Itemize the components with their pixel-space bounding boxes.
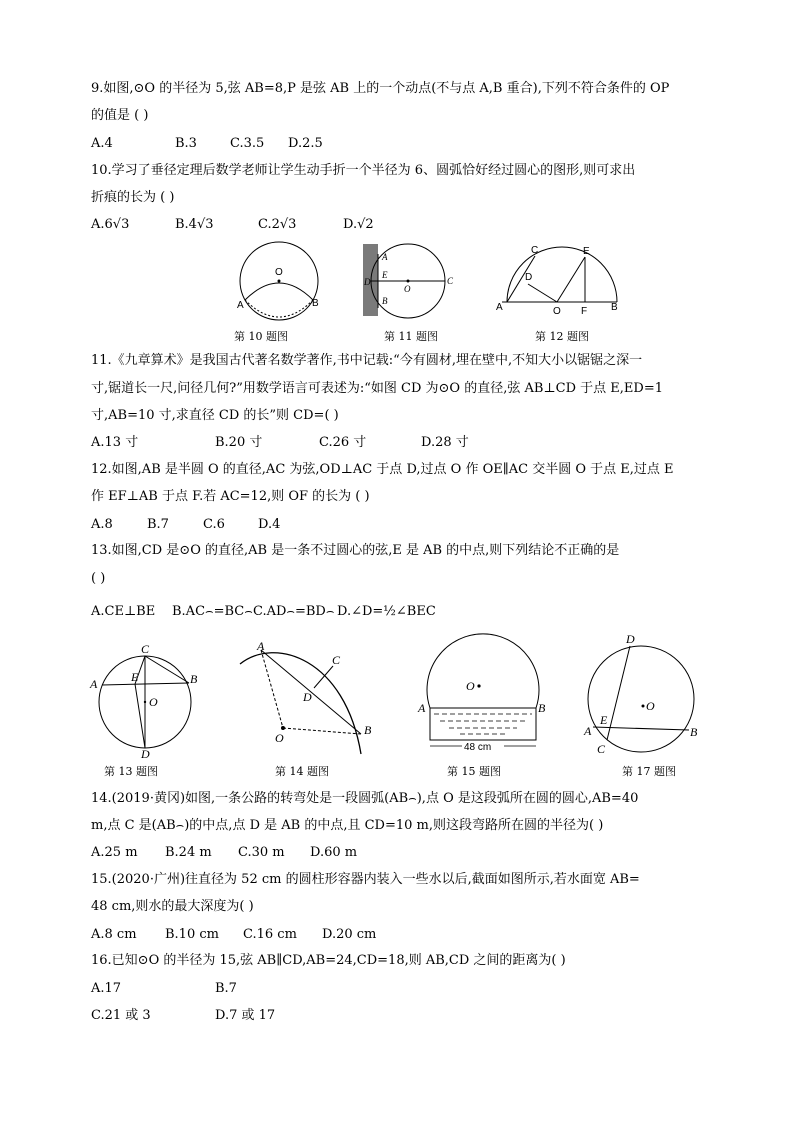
fig11-label-c: C bbox=[447, 276, 454, 286]
q11-stem-line1: 11.《九章算术》是我国古代著名数学著作,书中记载:“今有圆材,埋在壁中,不知大小以锯锯之深一 bbox=[91, 353, 643, 368]
q15-stem-line2: 48 cm,则水的最大深度为( ) bbox=[91, 899, 254, 914]
q15-option-b: B.10 cm bbox=[165, 927, 219, 942]
caption-fig10: 第 10 题图 bbox=[234, 330, 288, 343]
q13-option-d: D.∠D=½∠BEC bbox=[337, 604, 436, 619]
fig12-label-e: E bbox=[583, 246, 590, 257]
q12-stem-line2: 作 EF⊥AB 于点 F.若 AC=12,则 OF 的长为 ( ) bbox=[91, 489, 370, 504]
q12-option-b: B.7 bbox=[147, 517, 169, 532]
q13-stem-line2: ( ) bbox=[91, 571, 106, 586]
q14-stem-line1: 14.(2019·黄冈)如图,一条公路的转弯处是一段圆弧(AB⌢),点 O 是这段弧所在圆的圆心,AB=40 bbox=[91, 791, 639, 806]
figure-13 bbox=[88, 643, 200, 761]
q14-option-d: D.60 m bbox=[310, 845, 358, 860]
fig17-label-a: A bbox=[584, 724, 592, 738]
fig10-label-a: A bbox=[237, 300, 244, 311]
caption-fig15: 第 15 题图 bbox=[447, 765, 501, 778]
q16-stem-line1: 16.已知⊙O 的半径为 15,弦 AB∥CD,AB=24,CD=18,则 AB,CD 之间的距离为( ) bbox=[91, 953, 566, 968]
q15-stem-line1: 15.(2020·广州)往直径为 52 cm 的圆柱形容器内装入一些水以后,截面如图所示,若水面宽 AB= bbox=[91, 872, 640, 887]
figure-11 bbox=[355, 238, 465, 322]
fig15-label-b: B bbox=[538, 701, 546, 715]
q14-option-c: C.30 m bbox=[238, 845, 285, 860]
q10-option-c: C.2√3 bbox=[258, 217, 297, 232]
q13-option-b: B.AC⌢=BC⌢ bbox=[172, 604, 253, 619]
fig14-label-o: O bbox=[275, 731, 284, 745]
q16-option-a: A.17 bbox=[91, 981, 122, 996]
figure-14 bbox=[235, 638, 385, 758]
fig14-label-d: D bbox=[303, 690, 312, 704]
fig13-label-e: E bbox=[131, 670, 139, 684]
q15-option-c: C.16 cm bbox=[243, 927, 297, 942]
fig11-label-b: B bbox=[382, 296, 388, 306]
q12-stem-line1: 12.如图,AB 是半圆 O 的直径,AC 为弦,OD⊥AC 于点 D,过点 O 作 OE∥AC 交半圆 O 于点 E,过点 E bbox=[91, 462, 674, 477]
fig15-label-o: O bbox=[466, 679, 475, 693]
fig12-label-d: D bbox=[525, 272, 533, 283]
q11-option-b: B.20 寸 bbox=[215, 435, 263, 450]
q9-stem-line1: 9.如图,⊙O 的半径为 5,弦 AB=8,P 是弦 AB 上的一个动点(不与点 A,B 重合),下列不符合条件的 OP bbox=[91, 81, 670, 96]
fig14-label-c: C bbox=[332, 653, 341, 667]
fig13-label-c: C bbox=[141, 642, 150, 656]
q9-stem-line2: 的值是 ( ) bbox=[91, 108, 149, 123]
q9-option-b: B.3 bbox=[175, 136, 197, 151]
q10-option-b: B.4√3 bbox=[175, 217, 214, 232]
fig13-label-a: A bbox=[90, 677, 98, 691]
fig12-label-o: O bbox=[553, 306, 561, 317]
caption-fig12: 第 12 题图 bbox=[535, 330, 589, 343]
fig10-label-b: B bbox=[312, 298, 319, 309]
q12-option-d: D.4 bbox=[258, 517, 281, 532]
q15-option-a: A.8 cm bbox=[91, 927, 137, 942]
fig11-label-e: E bbox=[382, 270, 388, 280]
figure-17 bbox=[580, 632, 705, 760]
q13-stem-line1: 13.如图,CD 是⊙O 的直径,AB 是一条不过圆心的弦,E 是 AB 的中点,则下列结论不正确的是 bbox=[91, 543, 620, 558]
fig15-label-a: A bbox=[418, 701, 426, 715]
q11-stem-line3: 寸,AB=10 寸,求直径 CD 的长”则 CD=( ) bbox=[91, 408, 339, 423]
fig12-label-a: A bbox=[496, 302, 503, 313]
caption-fig13: 第 13 题图 bbox=[104, 765, 158, 778]
q11-stem-line2: 寸,锯道长一尺,问径几何?”用数学语言可表述为:“如图 CD 为⊙O 的直径,弦 AB⊥CD 于点 E,ED=1 bbox=[91, 381, 663, 396]
q10-option-a: A.6√3 bbox=[91, 217, 130, 232]
caption-fig14: 第 14 题图 bbox=[275, 765, 329, 778]
q12-option-c: C.6 bbox=[203, 517, 225, 532]
fig14-label-b: B bbox=[364, 723, 372, 737]
q11-option-a: A.13 寸 bbox=[91, 435, 139, 450]
q16-option-d: D.7 或 17 bbox=[215, 1008, 276, 1023]
q15-option-d: D.20 cm bbox=[322, 927, 377, 942]
fig12-label-b: B bbox=[611, 302, 618, 313]
fig17-label-o: O bbox=[646, 699, 655, 713]
fig17-label-e: E bbox=[600, 713, 608, 727]
q11-option-d: D.28 寸 bbox=[421, 435, 469, 450]
figure-12 bbox=[490, 240, 630, 318]
q10-stem-line2: 折痕的长为 ( ) bbox=[91, 190, 175, 205]
q13-option-c: C.AD⌢=BD⌢ bbox=[253, 604, 335, 619]
figure-15 bbox=[413, 632, 553, 760]
fig13-label-d: D bbox=[141, 747, 150, 761]
q14-option-a: A.25 m bbox=[91, 845, 138, 860]
caption-fig11: 第 11 题图 bbox=[384, 330, 438, 343]
fig14-label-a: A bbox=[257, 639, 265, 653]
fig13-label-o: O bbox=[149, 695, 158, 709]
fig12-label-f: F bbox=[581, 306, 588, 317]
q9-option-d: D.2.5 bbox=[288, 136, 323, 151]
q14-option-b: B.24 m bbox=[165, 845, 212, 860]
q10-stem-line1: 10.学习了垂径定理后数学老师让学生动手折一个半径为 6、圆弧恰好经过圆心的图形,则可求出 bbox=[91, 163, 636, 178]
fig17-label-d: D bbox=[626, 632, 635, 646]
q14-stem-line2: m,点 C 是(AB⌢)的中点,点 D 是 AB 的中点,且 CD=10 m,则这段弯路所在圆的半径为( ) bbox=[91, 818, 604, 833]
q16-option-c: C.21 或 3 bbox=[91, 1008, 151, 1023]
q9-option-c: C.3.5 bbox=[230, 136, 265, 151]
fig17-label-c: C bbox=[597, 742, 606, 756]
fig10-label-o: O bbox=[275, 267, 283, 278]
q11-option-c: C.26 寸 bbox=[319, 435, 367, 450]
fig11-label-a: A bbox=[382, 252, 388, 262]
fig11-label-o: O bbox=[404, 284, 411, 294]
caption-fig17: 第 17 题图 bbox=[622, 765, 676, 778]
fig12-label-c: C bbox=[531, 245, 539, 256]
q13-option-a: A.CE⊥BE bbox=[91, 604, 156, 619]
q9-option-a: A.4 bbox=[91, 136, 113, 151]
figure-10 bbox=[230, 236, 330, 326]
fig15-label-width: 48 cm bbox=[464, 742, 492, 753]
q16-option-b: B.7 bbox=[215, 981, 237, 996]
fig11-label-d: D bbox=[364, 277, 371, 287]
fig17-label-b: B bbox=[690, 725, 698, 739]
q12-option-a: A.8 bbox=[91, 517, 113, 532]
fig13-label-b: B bbox=[190, 672, 198, 686]
q10-option-d: D.√2 bbox=[343, 217, 374, 232]
